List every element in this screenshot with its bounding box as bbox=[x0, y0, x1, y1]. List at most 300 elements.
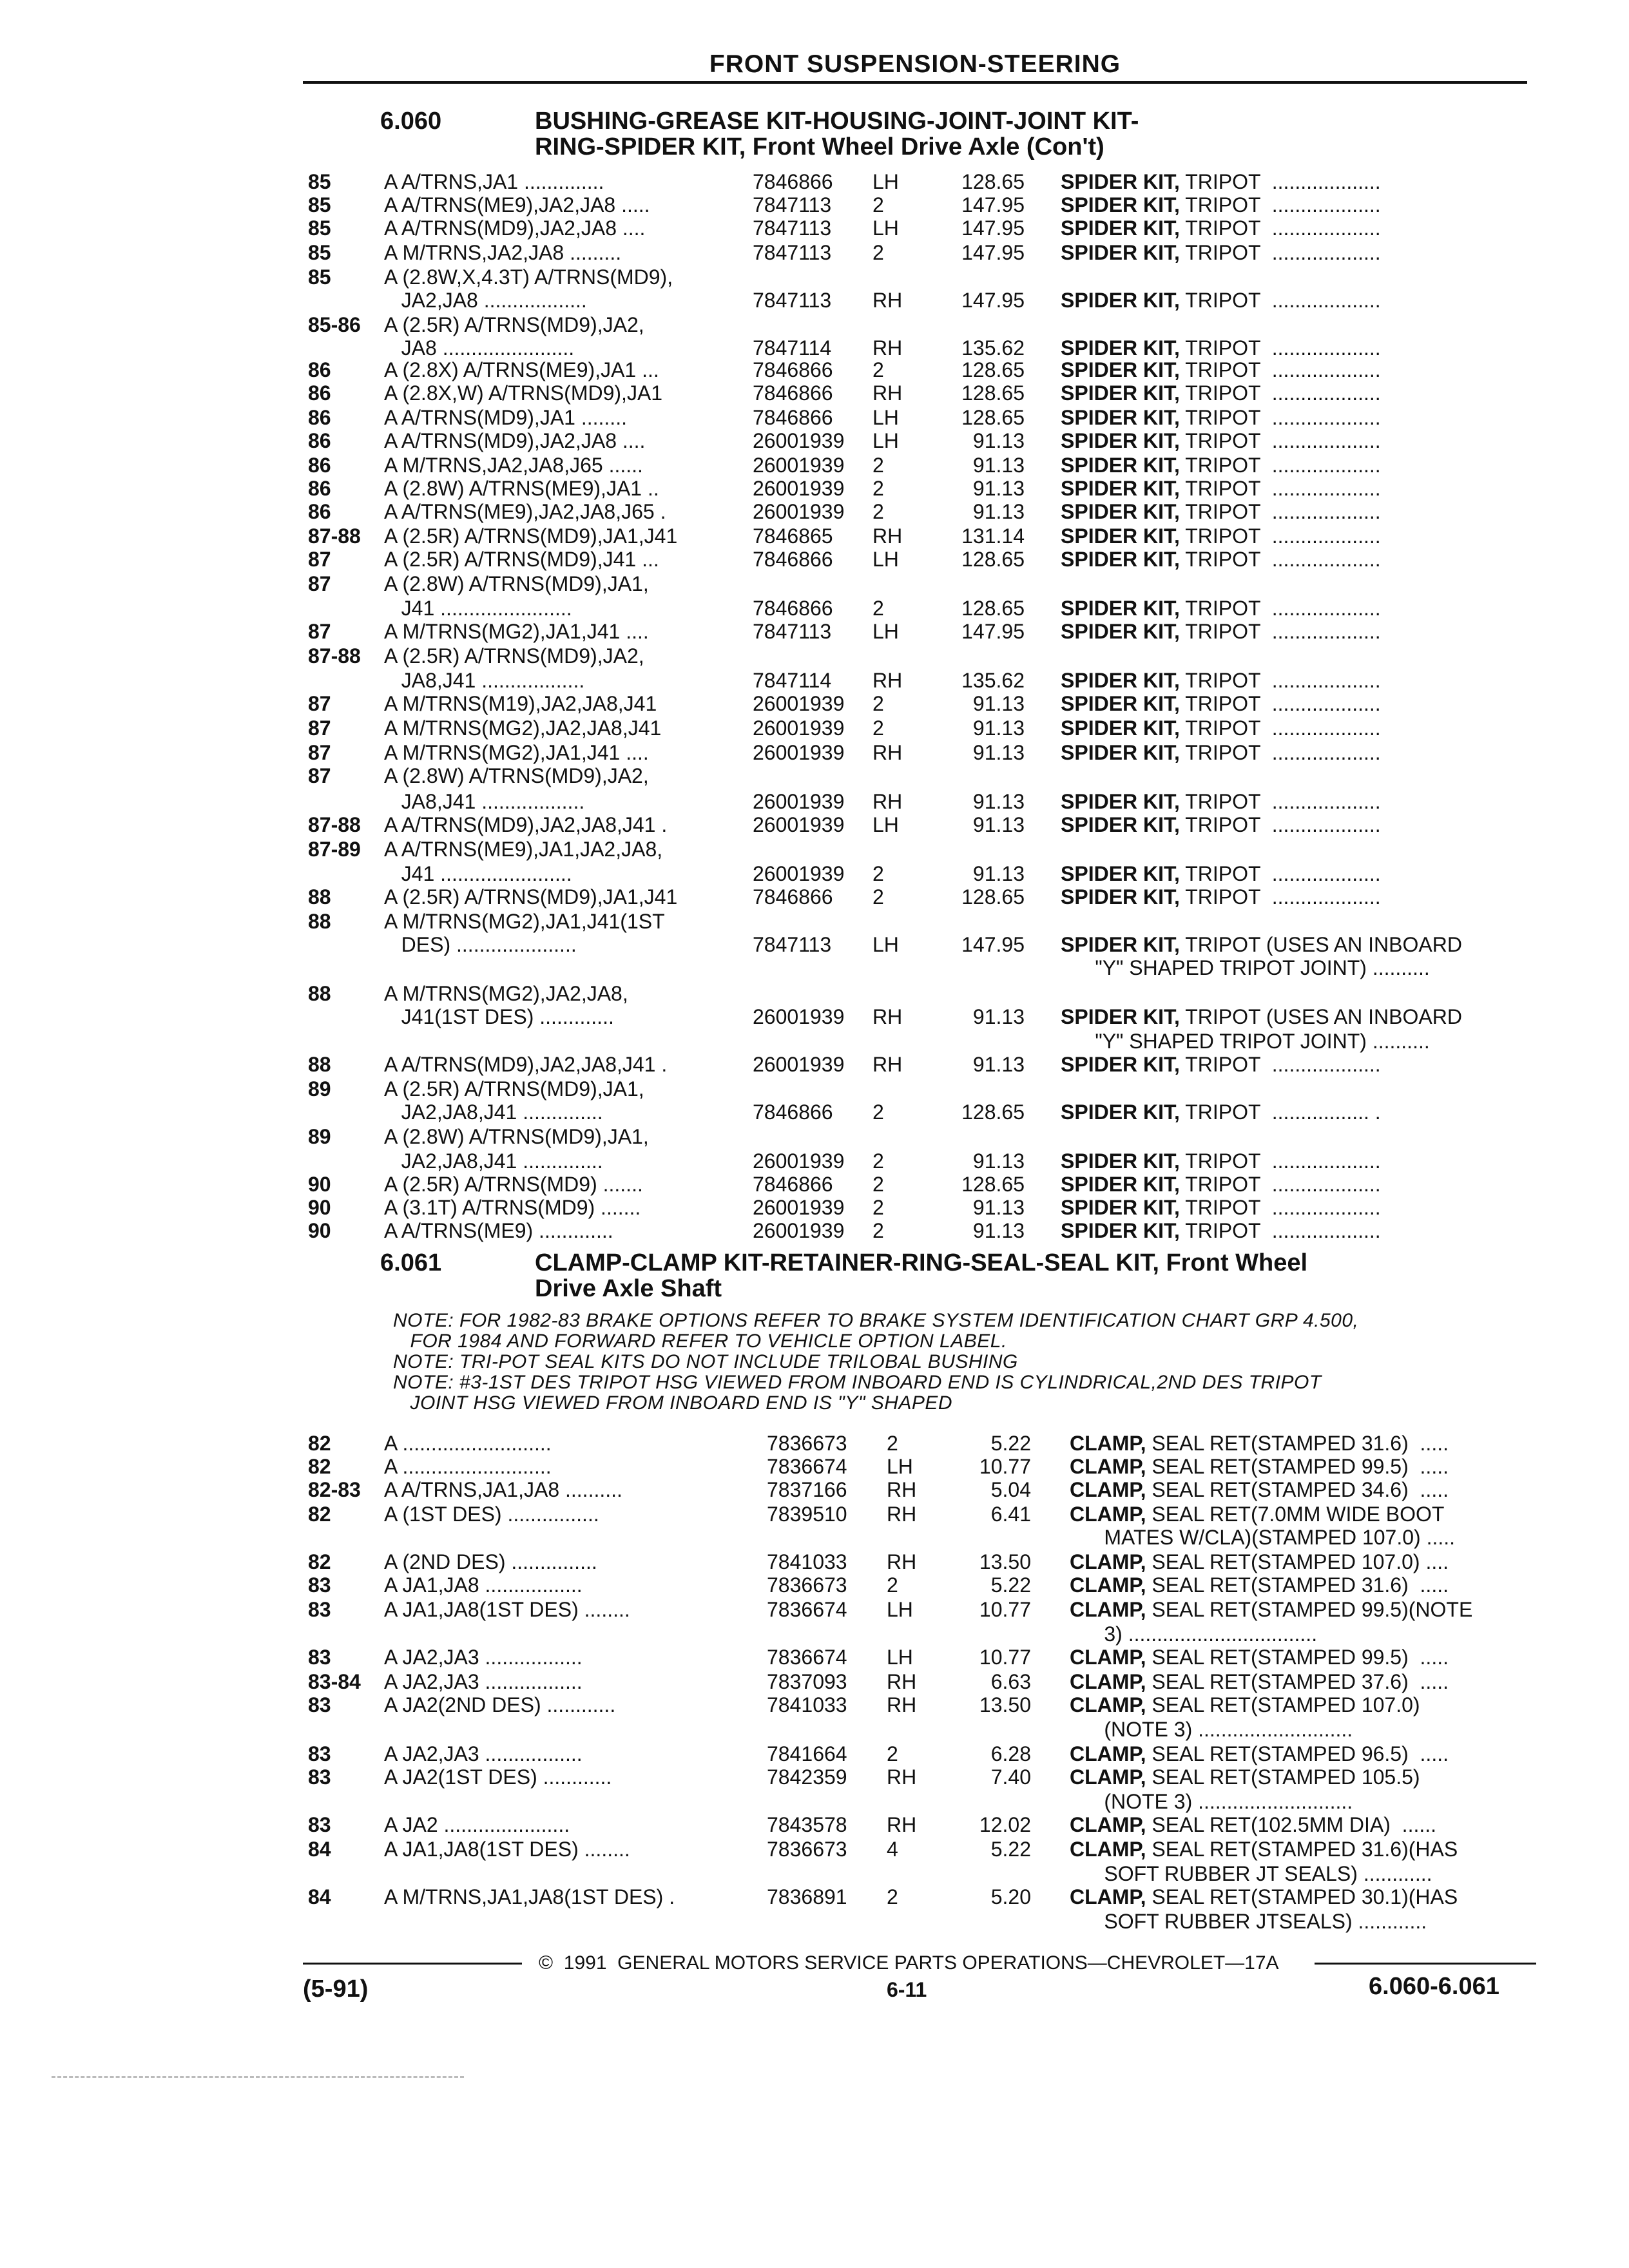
item-name-rest: SOFT RUBBER JT SEALS) ............ bbox=[1070, 1862, 1432, 1885]
description-cell: A A/TRNS(MD9),JA2,JA8 .... bbox=[384, 216, 646, 240]
item-name-bold: SPIDER KIT, bbox=[1061, 1149, 1180, 1173]
part-number-cell: 26001939 bbox=[753, 716, 845, 740]
year-cell: 83 bbox=[308, 1742, 331, 1765]
item-name-bold: CLAMP, bbox=[1070, 1885, 1146, 1908]
quantity-cell: LH bbox=[872, 406, 899, 429]
description-cell: J41 ....................... bbox=[384, 597, 572, 620]
part-number-cell: 7836674 bbox=[767, 1598, 847, 1621]
item-name-cell bbox=[1061, 1173, 1381, 1196]
price-cell: 6.63 bbox=[990, 1670, 1031, 1693]
description-cell: JA2,JA8,J41 .............. bbox=[384, 1100, 603, 1124]
item-name-bold: SPIDER KIT, bbox=[1061, 477, 1180, 500]
description-cell: A JA2 ...................... bbox=[384, 1813, 570, 1836]
quantity-cell: 4 bbox=[887, 1838, 898, 1861]
description-cell: A A/TRNS(ME9),JA2,JA8,J65 . bbox=[384, 500, 666, 523]
item-name-cell bbox=[1061, 1005, 1462, 1028]
item-name-rest: TRIPOT ................... bbox=[1179, 1173, 1381, 1196]
year-cell: 83 bbox=[308, 1646, 331, 1669]
section-title-line: Drive Axle Shaft bbox=[535, 1275, 722, 1302]
description-cell: JA8 ....................... bbox=[384, 336, 575, 360]
description-cell: A (2.8W,X,4.3T) A/TRNS(MD9), bbox=[384, 265, 673, 289]
price-cell: 5.22 bbox=[990, 1838, 1031, 1861]
part-number-cell: 7846866 bbox=[753, 548, 833, 571]
description-cell: A (2.8W) A/TRNS(MD9),JA1, bbox=[384, 1125, 649, 1148]
item-name-rest: SEAL RET(7.0MM WIDE BOOT bbox=[1146, 1503, 1445, 1526]
year-cell: 87 bbox=[308, 764, 331, 787]
item-name-cell bbox=[1061, 741, 1381, 764]
part-number-cell: 26001939 bbox=[753, 1005, 845, 1028]
part-number-cell: 7847113 bbox=[753, 216, 832, 240]
year-cell: 85 bbox=[308, 216, 331, 240]
item-name-cell bbox=[1070, 1622, 1317, 1646]
description-cell: A JA1,JA8 ................. bbox=[384, 1573, 583, 1597]
description-cell: A JA2,JA3 ................. bbox=[384, 1670, 583, 1693]
quantity-cell: 2 bbox=[887, 1432, 898, 1455]
part-number-cell: 7843578 bbox=[767, 1813, 847, 1836]
description-cell: A (2.5R) A/TRNS(MD9),JA1,J41 bbox=[384, 885, 678, 908]
price-cell: 91.13 bbox=[972, 500, 1025, 523]
year-cell: 86 bbox=[308, 358, 331, 381]
item-name-rest: TRIPOT ................... bbox=[1179, 454, 1381, 477]
item-name-bold: CLAMP, bbox=[1070, 1742, 1146, 1765]
quantity-cell: LH bbox=[887, 1455, 913, 1478]
price-cell: 5.04 bbox=[990, 1478, 1031, 1501]
description-cell: A A/TRNS,JA1,JA8 .......... bbox=[384, 1478, 622, 1501]
price-cell: 147.95 bbox=[961, 289, 1025, 312]
item-name-rest: TRIPOT ................... bbox=[1179, 524, 1381, 548]
item-name-cell bbox=[1061, 597, 1381, 620]
price-cell: 91.13 bbox=[972, 1219, 1025, 1242]
price-cell: 135.62 bbox=[961, 336, 1025, 360]
item-name-cell bbox=[1070, 1432, 1449, 1455]
item-name-bold: SPIDER KIT, bbox=[1061, 381, 1180, 405]
item-name-cell bbox=[1070, 1862, 1432, 1885]
item-name-bold: CLAMP, bbox=[1070, 1813, 1146, 1836]
footer-page-number: 6-11 bbox=[887, 1978, 927, 2001]
year-cell: 86 bbox=[308, 406, 331, 429]
item-name-cell bbox=[1070, 1550, 1449, 1573]
note-line: FOR 1984 AND FORWARD REFER TO VEHICLE OPTION LABEL. bbox=[393, 1331, 1007, 1352]
description-cell: A (2.5R) A/TRNS(MD9) ....... bbox=[384, 1173, 643, 1196]
item-name-cell bbox=[1070, 1885, 1458, 1908]
section-title-line: BUSHING-GREASE KIT-HOUSING-JOINT-JOINT KIT- bbox=[535, 108, 1139, 135]
description-cell: A M/TRNS,JA2,JA8 ......... bbox=[384, 241, 622, 264]
item-name-cell bbox=[1061, 548, 1381, 571]
year-cell: 88 bbox=[308, 982, 331, 1005]
part-number-cell: 7847114 bbox=[753, 669, 832, 692]
description-cell: JA2,JA8,J41 .............. bbox=[384, 1149, 603, 1173]
description-cell: A M/TRNS,JA2,JA8,J65 ...... bbox=[384, 454, 643, 477]
price-cell: 91.13 bbox=[972, 813, 1025, 836]
part-number-cell: 7847113 bbox=[753, 289, 832, 312]
year-cell: 88 bbox=[308, 885, 331, 908]
part-number-cell: 26001939 bbox=[753, 692, 845, 715]
footer-section-range: 6.060-6.061 bbox=[1369, 1973, 1499, 2000]
year-cell: 86 bbox=[308, 500, 331, 523]
price-cell: 91.13 bbox=[972, 429, 1025, 452]
quantity-cell: LH bbox=[872, 933, 899, 956]
item-name-rest: SEAL RET(STAMPED 31.6) ..... bbox=[1146, 1432, 1449, 1455]
item-name-bold: SPIDER KIT, bbox=[1061, 741, 1180, 764]
price-cell: 135.62 bbox=[961, 669, 1025, 692]
description-cell: JA8,J41 .................. bbox=[384, 790, 585, 813]
item-name-cell bbox=[1061, 790, 1381, 813]
part-number-cell: 26001939 bbox=[753, 862, 845, 885]
year-cell: 87 bbox=[308, 716, 331, 740]
item-name-bold: SPIDER KIT, bbox=[1061, 524, 1180, 548]
footer-copyright: © 1991 GENERAL MOTORS SERVICE PARTS OPERATIONS—CHEVROLET—17A bbox=[539, 1952, 1279, 1974]
price-cell: 91.13 bbox=[972, 790, 1025, 813]
year-cell: 87 bbox=[308, 620, 331, 643]
description-cell: A (2.5R) A/TRNS(MD9),JA1, bbox=[384, 1077, 644, 1100]
price-cell: 131.14 bbox=[961, 524, 1025, 548]
price-cell: 6.28 bbox=[990, 1742, 1031, 1765]
quantity-cell: 2 bbox=[872, 1100, 884, 1124]
year-cell: 87 bbox=[308, 572, 331, 595]
item-name-bold: SPIDER KIT, bbox=[1061, 597, 1180, 620]
item-name-cell bbox=[1070, 1742, 1449, 1765]
part-number-cell: 7846866 bbox=[753, 1173, 833, 1196]
part-number-cell: 7836673 bbox=[767, 1432, 847, 1455]
year-cell: 90 bbox=[308, 1219, 331, 1242]
price-cell: 91.13 bbox=[972, 1005, 1025, 1028]
item-name-cell bbox=[1070, 1455, 1449, 1478]
price-cell: 91.13 bbox=[972, 1196, 1025, 1219]
item-name-rest: TRIPOT (USES AN INBOARD bbox=[1179, 933, 1462, 956]
item-name-bold: SPIDER KIT, bbox=[1061, 813, 1180, 836]
item-name-rest: SEAL RET(STAMPED 31.6) ..... bbox=[1146, 1573, 1449, 1597]
description-cell: A JA2(2ND DES) ............ bbox=[384, 1693, 616, 1716]
price-cell: 147.95 bbox=[961, 216, 1025, 240]
price-cell: 91.13 bbox=[972, 454, 1025, 477]
item-name-bold: CLAMP, bbox=[1070, 1503, 1146, 1526]
item-name-bold: SPIDER KIT, bbox=[1061, 692, 1180, 715]
year-cell: 82 bbox=[308, 1550, 331, 1573]
description-cell: A (2.5R) A/TRNS(MD9),JA2, bbox=[384, 313, 644, 336]
item-name-bold: SPIDER KIT, bbox=[1061, 429, 1180, 452]
quantity-cell: LH bbox=[872, 216, 899, 240]
item-name-rest: TRIPOT ................... bbox=[1179, 241, 1381, 264]
year-cell: 88 bbox=[308, 910, 331, 933]
part-number-cell: 7846866 bbox=[753, 406, 833, 429]
item-name-rest: SOFT RUBBER JTSEALS) ............ bbox=[1070, 1910, 1427, 1933]
item-name-cell bbox=[1070, 1526, 1455, 1549]
year-cell: 82 bbox=[308, 1432, 331, 1455]
quantity-cell: 2 bbox=[887, 1573, 898, 1597]
quantity-cell: 2 bbox=[872, 716, 884, 740]
part-number-cell: 7846866 bbox=[753, 358, 833, 381]
part-number-cell: 26001939 bbox=[753, 477, 845, 500]
part-number-cell: 7841033 bbox=[767, 1550, 847, 1573]
quantity-cell: 2 bbox=[872, 597, 884, 620]
item-name-rest: TRIPOT ................... bbox=[1179, 1219, 1381, 1242]
quantity-cell: RH bbox=[872, 669, 903, 692]
item-name-bold: SPIDER KIT, bbox=[1061, 1100, 1180, 1124]
quantity-cell: 2 bbox=[872, 692, 884, 715]
item-name-rest: TRIPOT ................... bbox=[1179, 289, 1381, 312]
quantity-cell: 2 bbox=[872, 1219, 884, 1242]
year-cell: 87-88 bbox=[308, 813, 361, 836]
item-name-rest: SEAL RET(STAMPED 37.6) ..... bbox=[1146, 1670, 1449, 1693]
year-cell: 90 bbox=[308, 1173, 331, 1196]
header-rule bbox=[303, 81, 1527, 84]
item-name-bold: SPIDER KIT, bbox=[1061, 620, 1180, 643]
item-name-bold: CLAMP, bbox=[1070, 1838, 1146, 1861]
item-name-cell bbox=[1061, 381, 1381, 405]
item-name-bold: CLAMP, bbox=[1070, 1432, 1146, 1455]
description-cell: JA8,J41 .................. bbox=[384, 669, 585, 692]
description-cell: A M/TRNS,JA1,JA8(1ST DES) . bbox=[384, 1885, 675, 1908]
description-cell: A A/TRNS,JA1 .............. bbox=[384, 170, 604, 193]
description-cell: A M/TRNS(MG2),JA1,J41(1ST bbox=[384, 910, 665, 933]
year-cell: 82 bbox=[308, 1455, 331, 1478]
year-cell: 86 bbox=[308, 477, 331, 500]
year-cell: 89 bbox=[308, 1077, 331, 1100]
item-name-cell bbox=[1070, 1693, 1420, 1716]
item-name-rest: TRIPOT ................... bbox=[1179, 790, 1381, 813]
description-cell: A (2.8W) A/TRNS(MD9),JA1, bbox=[384, 572, 649, 595]
item-name-bold: SPIDER KIT, bbox=[1061, 885, 1180, 908]
year-cell: 83 bbox=[308, 1693, 331, 1716]
item-name-rest: TRIPOT ................. . bbox=[1179, 1100, 1381, 1124]
year-cell: 83 bbox=[308, 1765, 331, 1789]
part-number-cell: 26001939 bbox=[753, 429, 845, 452]
description-cell: A JA2,JA3 ................. bbox=[384, 1742, 583, 1765]
item-name-rest: TRIPOT ................... bbox=[1179, 1149, 1381, 1173]
item-name-bold: SPIDER KIT, bbox=[1061, 358, 1180, 381]
item-name-cell bbox=[1070, 1790, 1353, 1813]
quantity-cell: 2 bbox=[887, 1742, 898, 1765]
price-cell: 5.22 bbox=[990, 1432, 1031, 1455]
price-cell: 13.50 bbox=[979, 1550, 1031, 1573]
year-cell: 89 bbox=[308, 1125, 331, 1148]
quantity-cell: 2 bbox=[872, 454, 884, 477]
year-cell: 84 bbox=[308, 1885, 331, 1908]
part-number-cell: 7839510 bbox=[767, 1503, 847, 1526]
price-cell: 5.22 bbox=[990, 1573, 1031, 1597]
item-name-rest: TRIPOT ................... bbox=[1179, 1053, 1381, 1076]
item-name-rest: (NOTE 3) ........................... bbox=[1070, 1718, 1353, 1741]
part-number-cell: 26001939 bbox=[753, 790, 845, 813]
quantity-cell: LH bbox=[887, 1598, 913, 1621]
quantity-cell: 2 bbox=[872, 885, 884, 908]
item-name-bold: CLAMP, bbox=[1070, 1646, 1146, 1669]
price-cell: 128.65 bbox=[961, 170, 1025, 193]
part-number-cell: 26001939 bbox=[753, 1219, 845, 1242]
part-number-cell: 26001939 bbox=[753, 741, 845, 764]
item-name-bold: SPIDER KIT, bbox=[1061, 933, 1180, 956]
section-title bbox=[535, 108, 1540, 160]
note-line: NOTE: TRI-POT SEAL KITS DO NOT INCLUDE TRILOBAL BUSHING bbox=[393, 1351, 1018, 1372]
item-name-rest: SEAL RET(102.5MM DIA) ...... bbox=[1146, 1813, 1437, 1836]
year-cell: 90 bbox=[308, 1196, 331, 1219]
price-cell: 91.13 bbox=[972, 862, 1025, 885]
part-number-cell: 7836674 bbox=[767, 1455, 847, 1478]
item-name-rest: SEAL RET(STAMPED 105.5) bbox=[1146, 1765, 1420, 1789]
footer-rule-left bbox=[303, 1963, 522, 1965]
description-cell: A A/TRNS(ME9),JA1,JA2,JA8, bbox=[384, 838, 663, 861]
year-cell: 85 bbox=[308, 241, 331, 264]
part-number-cell: 7847113 bbox=[753, 933, 832, 956]
quantity-cell: 2 bbox=[872, 1173, 884, 1196]
year-cell: 82 bbox=[308, 1503, 331, 1526]
item-name-bold: SPIDER KIT, bbox=[1061, 216, 1180, 240]
quantity-cell: RH bbox=[872, 1005, 903, 1028]
item-name-bold: SPIDER KIT, bbox=[1061, 406, 1180, 429]
quantity-cell: LH bbox=[887, 1646, 913, 1669]
section-number: 6.060 bbox=[380, 108, 442, 135]
quantity-cell: 2 bbox=[872, 862, 884, 885]
price-cell: 128.65 bbox=[961, 1100, 1025, 1124]
item-name-rest: "Y" SHAPED TRIPOT JOINT) .......... bbox=[1061, 1030, 1430, 1053]
item-name-cell bbox=[1061, 716, 1381, 740]
price-cell: 128.65 bbox=[961, 1173, 1025, 1196]
item-name-rest: TRIPOT ................... bbox=[1179, 500, 1381, 523]
item-name-cell bbox=[1061, 885, 1381, 908]
item-name-rest: SEAL RET(STAMPED 99.5)(NOTE bbox=[1146, 1598, 1473, 1621]
part-number-cell: 7836673 bbox=[767, 1838, 847, 1861]
item-name-cell bbox=[1061, 336, 1381, 360]
quantity-cell: RH bbox=[887, 1670, 917, 1693]
description-cell: A (1ST DES) ................ bbox=[384, 1503, 599, 1526]
item-name-rest: TRIPOT ................... bbox=[1179, 358, 1381, 381]
year-cell: 84 bbox=[308, 1838, 331, 1861]
part-number-cell: 26001939 bbox=[753, 1053, 845, 1076]
item-name-cell bbox=[1070, 1910, 1427, 1933]
part-number-cell: 7846865 bbox=[753, 524, 833, 548]
item-name-bold: CLAMP, bbox=[1070, 1550, 1146, 1573]
item-name-cell bbox=[1061, 216, 1381, 240]
part-number-cell: 26001939 bbox=[753, 454, 845, 477]
price-cell: 10.77 bbox=[979, 1598, 1031, 1621]
description-cell: A (2.5R) A/TRNS(MD9),JA2, bbox=[384, 644, 644, 668]
section-title-line: CLAMP-CLAMP KIT-RETAINER-RING-SEAL-SEAL KIT, Front Wheel bbox=[535, 1249, 1308, 1276]
description-cell: A M/TRNS(M19),JA2,JA8,J41 bbox=[384, 692, 657, 715]
item-name-bold: SPIDER KIT, bbox=[1061, 716, 1180, 740]
part-number-cell: 7846866 bbox=[753, 885, 833, 908]
quantity-cell: LH bbox=[872, 813, 899, 836]
quantity-cell: RH bbox=[872, 1053, 903, 1076]
price-cell: 5.20 bbox=[990, 1885, 1031, 1908]
section-title bbox=[535, 1250, 1540, 1302]
part-number-cell: 7847113 bbox=[753, 241, 832, 264]
quantity-cell: RH bbox=[872, 524, 903, 548]
year-cell: 87-89 bbox=[308, 838, 361, 861]
notes-block bbox=[393, 1311, 1553, 1414]
part-number-cell: 7836673 bbox=[767, 1573, 847, 1597]
quantity-cell: RH bbox=[887, 1550, 917, 1573]
item-name-cell bbox=[1061, 956, 1430, 979]
part-number-cell: 7846866 bbox=[753, 597, 833, 620]
item-name-bold: SPIDER KIT, bbox=[1061, 669, 1180, 692]
item-name-rest: TRIPOT ................... bbox=[1179, 170, 1381, 193]
description-cell: A JA1,JA8(1ST DES) ........ bbox=[384, 1598, 630, 1621]
item-name-rest: TRIPOT (USES AN INBOARD bbox=[1179, 1005, 1462, 1028]
part-number-cell: 26001939 bbox=[753, 813, 845, 836]
item-name-rest: SEAL RET(STAMPED 99.5) ..... bbox=[1146, 1646, 1449, 1669]
quantity-cell: 2 bbox=[872, 1196, 884, 1219]
price-cell: 128.65 bbox=[961, 597, 1025, 620]
part-number-cell: 26001939 bbox=[753, 1149, 845, 1173]
part-number-cell: 7846866 bbox=[753, 381, 833, 405]
description-cell: J41(1ST DES) ............. bbox=[384, 1005, 614, 1028]
item-name-rest: TRIPOT ................... bbox=[1179, 716, 1381, 740]
description-cell: A JA2,JA3 ................. bbox=[384, 1646, 583, 1669]
item-name-rest: TRIPOT ................... bbox=[1179, 741, 1381, 764]
description-cell: A JA2(1ST DES) ............ bbox=[384, 1765, 612, 1789]
note-line: JOINT HSG VIEWED FROM INBOARD END IS "Y" SHAPED bbox=[393, 1392, 953, 1414]
item-name-rest: TRIPOT ................... bbox=[1179, 406, 1381, 429]
item-name-cell bbox=[1061, 358, 1381, 381]
quantity-cell: 2 bbox=[872, 1149, 884, 1173]
description-cell: A A/TRNS(MD9),JA2,JA8,J41 . bbox=[384, 1053, 668, 1076]
item-name-cell bbox=[1070, 1670, 1449, 1693]
item-name-cell bbox=[1070, 1478, 1449, 1501]
price-cell: 128.65 bbox=[961, 406, 1025, 429]
price-cell: 91.13 bbox=[972, 741, 1025, 764]
description-cell: A (3.1T) A/TRNS(MD9) ....... bbox=[384, 1196, 641, 1219]
year-cell: 83 bbox=[308, 1598, 331, 1621]
quantity-cell: LH bbox=[872, 548, 899, 571]
item-name-cell bbox=[1061, 862, 1381, 885]
year-cell: 87 bbox=[308, 741, 331, 764]
item-name-rest: TRIPOT ................... bbox=[1179, 548, 1381, 571]
item-name-rest: TRIPOT ................... bbox=[1179, 381, 1381, 405]
price-cell: 91.13 bbox=[972, 477, 1025, 500]
item-name-bold: CLAMP, bbox=[1070, 1455, 1146, 1478]
price-cell: 7.40 bbox=[990, 1765, 1031, 1789]
description-cell: A A/TRNS(MD9),JA2,JA8,J41 . bbox=[384, 813, 668, 836]
part-number-cell: 7846866 bbox=[753, 170, 833, 193]
item-name-cell bbox=[1070, 1503, 1444, 1526]
description-cell: A (2.8W) A/TRNS(MD9),JA2, bbox=[384, 764, 649, 787]
item-name-rest: TRIPOT ................... bbox=[1179, 193, 1381, 216]
item-name-bold: SPIDER KIT, bbox=[1061, 1219, 1180, 1242]
item-name-bold: CLAMP, bbox=[1070, 1693, 1146, 1716]
item-name-rest: "Y" SHAPED TRIPOT JOINT) .......... bbox=[1061, 956, 1430, 979]
item-name-bold: SPIDER KIT, bbox=[1061, 1196, 1180, 1219]
item-name-bold: SPIDER KIT, bbox=[1061, 454, 1180, 477]
page-header bbox=[303, 50, 1527, 79]
price-cell: 147.95 bbox=[961, 933, 1025, 956]
year-cell: 83 bbox=[308, 1813, 331, 1836]
price-cell: 147.95 bbox=[961, 620, 1025, 643]
item-name-rest: TRIPOT ................... bbox=[1179, 477, 1381, 500]
page-header-title: FRONT SUSPENSION-STEERING bbox=[709, 50, 1121, 78]
part-number-cell: 7836674 bbox=[767, 1646, 847, 1669]
item-name-cell bbox=[1061, 933, 1462, 956]
description-cell: A M/TRNS(MG2),JA2,JA8, bbox=[384, 982, 628, 1005]
item-name-bold: SPIDER KIT, bbox=[1061, 289, 1180, 312]
year-cell: 85 bbox=[308, 265, 331, 289]
part-number-cell: 7847113 bbox=[753, 620, 832, 643]
item-name-rest: TRIPOT ................... bbox=[1179, 429, 1381, 452]
price-cell: 91.13 bbox=[972, 692, 1025, 715]
item-name-rest: MATES W/CLA)(STAMPED 107.0) ..... bbox=[1070, 1526, 1456, 1549]
footer-rule-right bbox=[1315, 1963, 1536, 1965]
description-cell: A M/TRNS(MG2),JA1,J41 .... bbox=[384, 741, 649, 764]
item-name-cell bbox=[1061, 429, 1381, 452]
quantity-cell: 2 bbox=[872, 193, 884, 216]
item-name-cell bbox=[1070, 1813, 1436, 1836]
quantity-cell: RH bbox=[887, 1503, 917, 1526]
item-name-rest: (NOTE 3) ........................... bbox=[1070, 1790, 1353, 1813]
item-name-rest: SEAL RET(STAMPED 107.0) .... bbox=[1146, 1550, 1449, 1573]
description-cell: A JA1,JA8(1ST DES) ........ bbox=[384, 1838, 630, 1861]
item-name-cell bbox=[1070, 1718, 1353, 1741]
description-cell: A (2.8W) A/TRNS(ME9),JA1 .. bbox=[384, 477, 659, 500]
section-number: 6.061 bbox=[380, 1249, 442, 1276]
